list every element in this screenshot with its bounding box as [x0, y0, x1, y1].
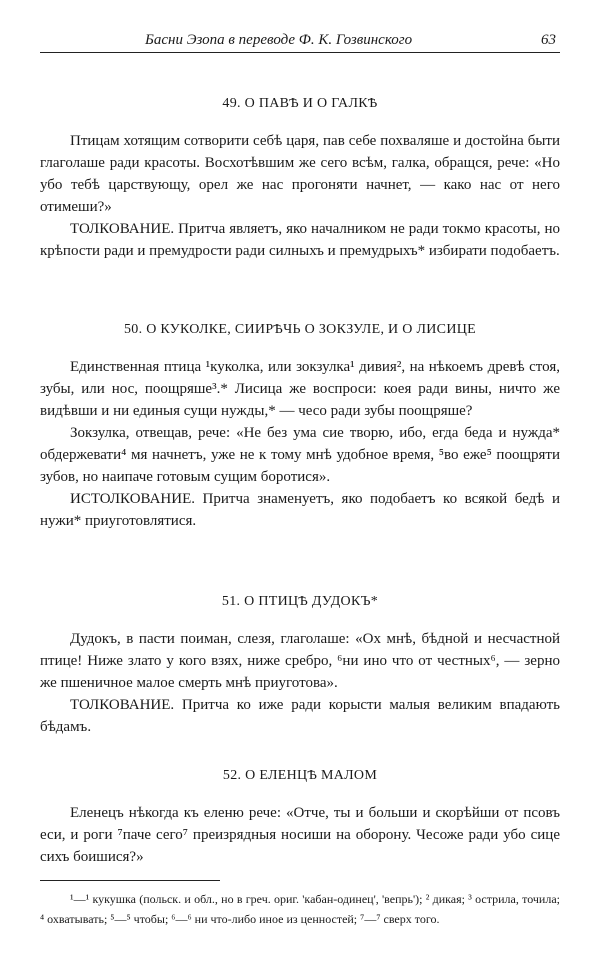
- fable-51-interpretation: ТОЛКОВАНИЕ. Притча ко иже ради корысти малыя великим впадають бѣдамъ.: [40, 697, 560, 735]
- fable-50-paragraph-1: Единственная птица ¹куколка, или зокзулка¹ дивия², на нѣкоемъ древѣ стоя, зубы, или нос, поощряше³.* Лисица же воспроси: коея ради вины, ничто же видѣвши и ни единыя сущи нужды,* — чесо ради зубы поощряше?: [40, 359, 560, 419]
- footnotes: ¹—¹ кукушка (польск. и обл., но в греч. ориг. 'кабан-одинец', 'вепрь'); ² дикая; ³ острила, точила; ⁴ охватывать; ⁵—⁵ чтобы; ⁶—⁶ ни что-либо иное из ценностей; ⁷—⁷ сверх того.: [40, 892, 560, 926]
- fable-51-title: 51. О ПТИЦѢ ДУДОКЪ*: [221, 594, 379, 609]
- running-header: [40, 30, 560, 53]
- fable-50-title: 50. О КУКОЛКЕ, СИИРѢЧЬ О ЗОКЗУЛЕ, И О ЛИСИЦЕ: [124, 322, 476, 337]
- fable-50-paragraph-2: Зокзулка, отвещав, рече: «Не без ума сие творю, ибо, егда беда и нужда* обдержевати⁴ мя начнетъ, уже не к тому мнѣ удобное время, ⁵во еже⁵ поощряти зубов, но наипаче готовым сущим боротися».: [40, 425, 560, 485]
- fable-51-paragraph: Дудокъ, в пасти поиман, слезя, глаголаше: «Ох мнѣ, бѣдной и несчастной птице! Ниже злато у кого взях, ниже сребро, ⁶ни ино что от честных⁶, — зерно же пшеничное малое смерть мнѣ приуготова».: [40, 631, 560, 691]
- fable-50-interpretation: ИСТОЛКОВАНИЕ. Притча знаменуетъ, яко подобаетъ ко всякой бедѣ и нужи* приуготовлятися.: [40, 491, 560, 529]
- fable-51-body: [40, 628, 560, 738]
- fable-52-title: 52. О ЕЛЕНЦѢ МАЛОМ: [222, 768, 378, 783]
- fable-52-body: [40, 802, 560, 868]
- fable-52-paragraph: Еленецъ нѣкогда къ еленю рече: «Отче, ты и больши и скорѣйши от псовъ еси, и роги ⁷паче сего⁷ преизрядныя носиши на оборону. Чесоже ради убо сице сихъ боишися?»: [40, 805, 560, 865]
- fable-49-title: 49. О ПАВѢ И О ГАЛКѢ: [222, 96, 378, 111]
- fable-49-interpretation: ТОЛКОВАНИЕ. Притча являетъ, яко началником не ради токмо красоты, но крѣпости ради и премудрости ради силныхъ и премудрыхъ* избирати подобаетъ.: [40, 221, 560, 259]
- fable-49-body: [40, 130, 560, 262]
- running-title: Басни Эзопа в переводе Ф. К. Гозвинского: [145, 32, 413, 48]
- fable-49-paragraph: Птицам хотящим сотворити себѣ царя, пав себе похваляше и достойна быти глаголаше ради красоты. Восхотѣвшим же сего всѣм, галка, обращся, рече: «Но убо тебѣ царствующу, орел же нас прогоняти начнет, — како нас от него отимеши?»: [40, 133, 560, 215]
- footnote-divider: [40, 880, 220, 881]
- fable-50-body: [40, 356, 560, 532]
- page-number: 63: [541, 32, 556, 48]
